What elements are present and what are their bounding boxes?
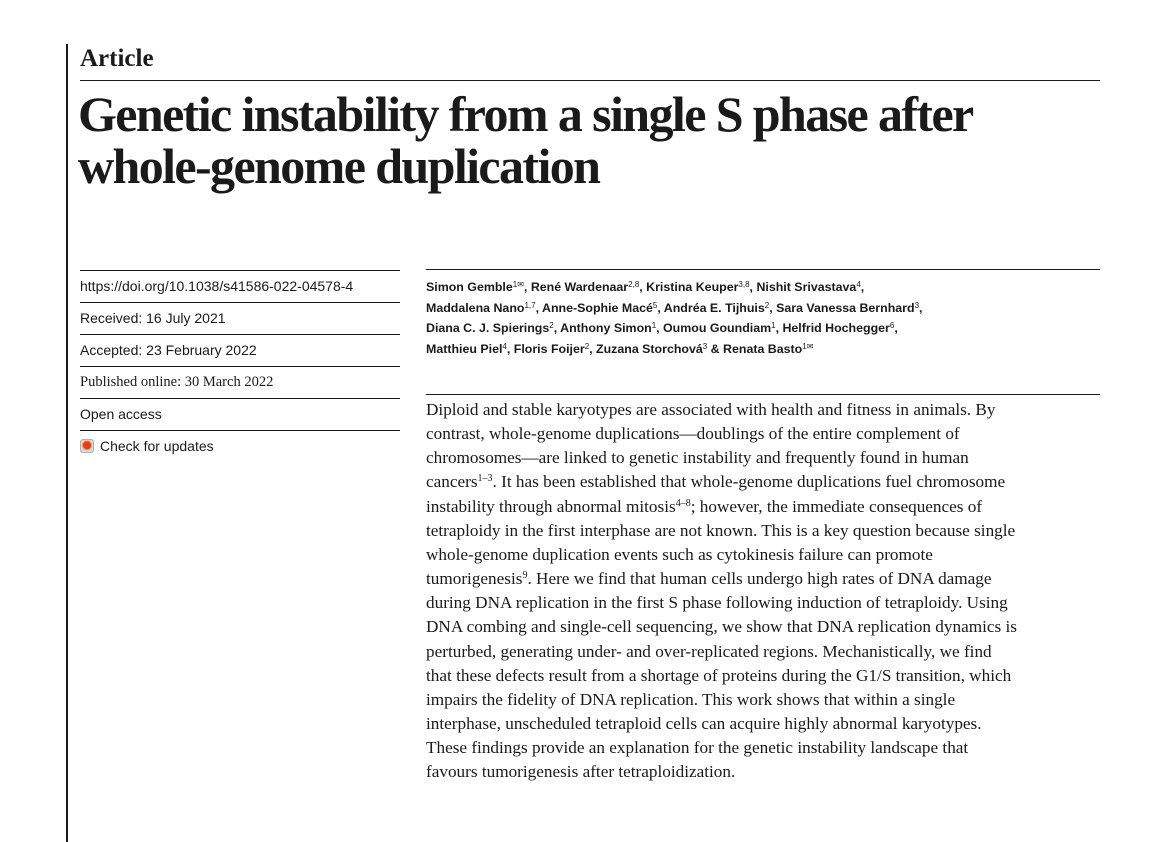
abstract-line: chromosomes—are linked to genetic instability and frequently found in human xyxy=(426,448,969,468)
author-line xyxy=(426,298,1100,319)
author-name[interactable]: Andréa E. Tijhuis xyxy=(663,300,765,315)
abstract-line: Diploid and stable karyotypes are associated with health and fitness in animals. By xyxy=(426,400,996,419)
published-date: Published online: 30 March 2022 xyxy=(80,366,400,398)
author-affiliation: 4 xyxy=(502,341,507,351)
separator: , xyxy=(894,321,898,335)
abstract xyxy=(426,398,1106,785)
author-name[interactable]: Floris Foijer xyxy=(513,341,585,356)
author-name[interactable]: Matthieu Piel xyxy=(426,341,503,356)
author-affiliation: 2 xyxy=(764,300,770,310)
abstract-line: These findings provide an explanation for the genetic instability landscape that xyxy=(426,738,969,758)
citation-ref[interactable]: 4–8 xyxy=(675,497,691,509)
author-name[interactable]: Zuzana Storchová xyxy=(596,341,703,356)
author-line xyxy=(426,339,1100,360)
abstract-text: tumorigenesis xyxy=(426,569,523,589)
abstract-line xyxy=(426,567,1106,591)
author-line xyxy=(426,277,1100,298)
author-name[interactable]: René Wardenaar xyxy=(530,280,629,294)
open-access-label: Open access xyxy=(80,398,400,430)
abstract-line: impairs the fidelity of DNA replication. This work shows that within a single xyxy=(426,689,956,709)
article-metadata xyxy=(80,270,400,462)
email-icon[interactable]: ✉ xyxy=(806,341,814,351)
abstract-divider xyxy=(426,394,1100,395)
author-name[interactable]: Nishit Srivastava xyxy=(756,280,857,294)
citation-ref[interactable]: 1–3 xyxy=(477,473,493,485)
check-updates-label: Check for updates xyxy=(100,438,214,454)
abstract-line: DNA combing and single-cell sequencing, we show that DNA replication dynamics is xyxy=(426,617,1017,637)
abstract-line: whole-genome duplication events such as cytokinesis failure can promote xyxy=(426,544,933,564)
author-name[interactable]: Diana C. J. Spierings xyxy=(426,321,550,335)
author-affiliation: 4 xyxy=(856,280,861,289)
author-list xyxy=(426,269,1100,359)
author-name[interactable]: Sara Vanessa Bernhard xyxy=(776,300,915,315)
author-name[interactable]: Kristina Keuper xyxy=(646,280,739,294)
citation-ref[interactable]: 9 xyxy=(522,570,528,582)
author-name[interactable]: Anne-Sophie Macé xyxy=(542,300,653,315)
accepted-date: Accepted: 23 February 2022 xyxy=(80,334,400,366)
abstract-line: that these defects result from a shortage of proteins during the G1/S transition, which xyxy=(426,665,1012,685)
abstract-line: tetraploidy in the first interphase are not known. This is a key question because single xyxy=(426,520,1016,540)
title-line: whole-genome duplication xyxy=(78,138,600,194)
author-affiliation: 6 xyxy=(889,321,895,330)
separator: , xyxy=(639,280,647,294)
author-name[interactable]: Anthony Simon xyxy=(560,321,652,335)
article-title xyxy=(78,88,1108,192)
separator: & xyxy=(707,341,724,356)
author-affiliation: 3,8 xyxy=(738,280,750,289)
author-affiliation: 1,7 xyxy=(524,300,536,310)
abstract-text: ; however, the immediate consequences of xyxy=(690,496,983,516)
separator: , xyxy=(506,341,514,356)
separator: , xyxy=(919,300,923,315)
author-name[interactable]: Oumou Goundiam xyxy=(663,321,772,335)
separator: , xyxy=(553,321,561,335)
separator: , xyxy=(656,321,664,335)
separator: , xyxy=(523,280,531,294)
abstract-text: . It has been established that whole-genome duplications fuel chromosome xyxy=(492,472,1006,492)
author-name[interactable]: Renata Basto xyxy=(723,341,803,356)
header-divider xyxy=(80,80,1100,81)
author-affiliation: 1 xyxy=(651,321,657,330)
abstract-line xyxy=(426,495,1106,519)
separator: , xyxy=(860,280,865,294)
abstract-line xyxy=(426,470,1106,494)
check-updates-button[interactable] xyxy=(80,430,400,462)
abstract-line: perturbed, generating under- and over-replicated regions. Mechanistically, we find xyxy=(426,641,992,661)
author-line xyxy=(426,318,1100,339)
author-affiliation: 5 xyxy=(652,300,658,310)
author-affiliation: 2 xyxy=(584,341,590,351)
section-label: Article xyxy=(80,45,154,72)
left-margin-rule xyxy=(66,44,68,842)
author-name[interactable]: Maddalena Nano xyxy=(426,300,525,315)
doi-link[interactable]: https://doi.org/10.1038/s41586-022-04578-4 xyxy=(80,270,400,302)
separator: , xyxy=(775,321,783,335)
abstract-text: instability through abnormal mitosis xyxy=(426,496,676,516)
author-name[interactable]: Helfrid Hochegger xyxy=(782,321,890,335)
author-name[interactable]: Simon Gemble xyxy=(426,280,513,294)
separator: , xyxy=(535,300,543,315)
author-affiliation: 1 xyxy=(512,280,518,289)
abstract-text: . Here we find that human cells undergo high rates of DNA damage xyxy=(527,569,992,589)
separator: , xyxy=(769,300,777,315)
abstract-line: interphase, unscheduled tetraploid cells can acquire highly abnormal karyotypes. xyxy=(426,714,982,734)
abstract-line: contrast, whole-genome duplications—doublings of the entire complement of xyxy=(426,424,960,444)
separator: , xyxy=(749,280,757,294)
title-line: Genetic instability from a single S phase after xyxy=(78,86,973,142)
received-date: Received: 16 July 2021 xyxy=(80,302,400,334)
email-icon[interactable]: ✉ xyxy=(517,280,524,289)
author-affiliation: 1 xyxy=(771,321,776,330)
separator: , xyxy=(589,341,597,356)
author-affiliation: 2 xyxy=(549,321,554,330)
abstract-line: during DNA replication in the first S phase following induction of tetraploidy. Using xyxy=(426,593,1008,613)
abstract-line: favours tumorigenesis after tetraploidization. xyxy=(426,762,736,782)
check-updates-icon xyxy=(80,439,94,453)
separator: , xyxy=(657,300,664,315)
author-affiliation: 2,8 xyxy=(628,280,640,289)
author-affiliation: 1 xyxy=(802,341,807,351)
author-affiliation: 3 xyxy=(702,341,708,351)
author-affiliation: 3 xyxy=(914,300,920,310)
abstract-text: cancers xyxy=(426,472,478,492)
